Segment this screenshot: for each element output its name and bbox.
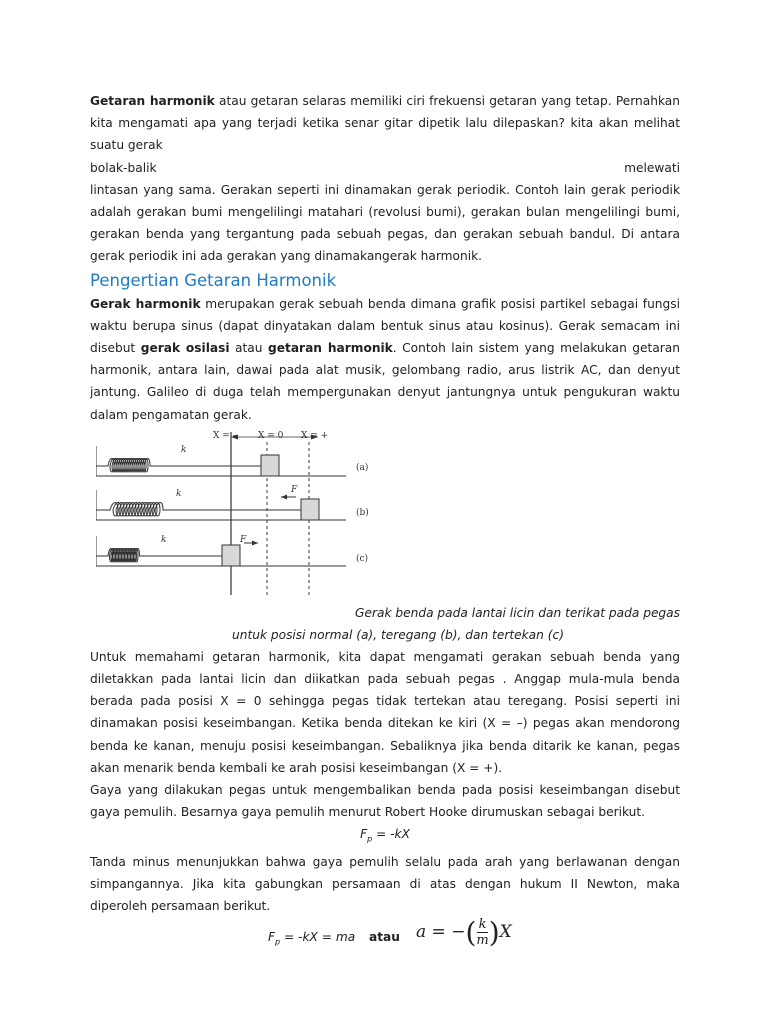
hooke-formula	[90, 823, 680, 850]
definition-text-3: . Contoh lain sistem yang melakukan getaran harmonik, antara lain, dawai pada alat musik, gelombang radio, arus listrik AC, dan denyut jantung. Galileo di duga telah mempergunakan denyut jantungnya untuk pengukuran waktu dalam pengamatan gerak.	[90, 341, 680, 422]
combined-formula-row	[90, 915, 680, 968]
formula2-sub: p	[275, 936, 281, 946]
formula2-x: X	[499, 921, 512, 942]
bold-term-getaran-harmonik: Getaran harmonik	[90, 94, 215, 108]
spring-diagram	[96, 430, 386, 602]
label-k-a: k	[181, 444, 187, 455]
label-x-negative: X = –	[213, 430, 238, 441]
label-f-b: F	[291, 484, 298, 495]
formula2-num: k	[478, 916, 487, 932]
label-x-zero: X = 0	[258, 430, 284, 441]
intro-text: atau getaran selaras memiliki ciri frekuensi getaran yang tetap. Pernahkan kita mengamati apa yang terjadi ketika senar gitar dipetik lalu dilepaskan? kita akan melihat suatu gerak	[90, 94, 680, 153]
paragraph-4: Tanda minus menunjukkan bahwa gaya pemulih selalu pada arah yang berlawanan dengan simpangannya. Jika kita gabungkan persamaan di atas dengan hukum II Newton, maka diperoleh persamaan berikut.	[90, 854, 680, 914]
figure-caption-line1: Gerak benda pada lantai licin dan terikat pada pegas	[355, 605, 680, 620]
label-k-c: k	[161, 534, 167, 545]
figure-caption-line2: untuk posisi normal (a), teregang (b), dan tertekan (c)	[232, 627, 564, 642]
paragraph-2: Untuk memahami getaran harmonik, kita dapat mengamati gerakan sebuah benda yang diletakkan pada lantai licin dan diikatkan pada sebuah pegas . Anggap mula-mula benda berada pada posisi X = 0 sehingga pegas tidak tertekan atau teregang. Posisi seperti ini dinamakan posisi keseimbangan. Ketika benda ditekan ke kiri (X = –) pegas akan mendorong benda ke kanan, menuju posisi keseimbangan. Sebaliknya jika benda ditarik ke kanan, pegas akan menarik benda kembali ke arah posisi keseimbangan (X = +).	[90, 649, 680, 775]
bold-term-getaran-harmonik-2: getaran harmonik	[268, 341, 393, 356]
intro-split-line	[90, 157, 680, 179]
section-title: Pengertian Getaran Harmonik	[90, 270, 337, 290]
label-f-c: F	[240, 534, 247, 545]
label-k-b: k	[176, 488, 182, 499]
formula2-right: a = −( $\frac{k}{m}$ )X	[416, 915, 512, 949]
formula2-left	[268, 930, 355, 946]
formula1-f: F	[360, 827, 368, 842]
spring-figure	[90, 430, 680, 602]
formula2-fraction	[476, 917, 488, 948]
label-b: (b)	[356, 507, 369, 518]
definition-text-1: merupakan gerak sebuah benda dimana grafik posisi partikel sebagai fungsi waktu berupa sinus (dapat dinyatakan dalam bentuk sinus atau kosinus). Gerak semacam ini disebut	[90, 296, 680, 356]
intro-rest: lintasan yang sama. Gerakan seperti ini dinamakan gerak periodik. Contoh lain gerak periodik adalah gerakan bumi mengelilingi matahari (revolusi bumi), gerakan bulan mengelilingi bumi, gerakan benda yang tergantung pada sebuah pegas, dan gerakan sebuah bandul. Di antara gerak periodik ini ada gerakan yang dinamakangerak harmonik.	[90, 182, 680, 264]
formula1-sub: p	[367, 834, 373, 844]
definition-paragraph	[90, 293, 680, 426]
formula2-a: a	[416, 921, 427, 942]
formula2-eq: = −	[426, 921, 466, 942]
intro-split-right: melewati	[624, 160, 680, 175]
formula1-rest: = -kX	[372, 827, 410, 842]
document-page	[90, 90, 680, 968]
formula2-rest: = -kX = ma	[280, 929, 356, 944]
formula2-atau: atau	[369, 929, 400, 944]
intro-split-left: bolak-balik	[90, 160, 157, 175]
bold-term-gerak-osilasi: gerak osilasi	[140, 341, 230, 356]
definition-text-2: atau	[229, 341, 269, 356]
label-a: (a)	[356, 462, 369, 473]
formula2-den: m	[476, 932, 489, 948]
paragraph-3: Gaya yang dilakukan pegas untuk mengembalikan benda pada posisi keseimbangan disebut gaya pemulih. Besarnya gaya pemulih menurut Robert Hooke dirumuskan sebagai berikut.	[90, 783, 680, 820]
label-x-positive: X = +	[301, 430, 329, 441]
formula2-f: F	[268, 929, 276, 944]
bold-term-gerak-harmonik: Gerak harmonik	[90, 296, 201, 311]
label-c: (c)	[356, 553, 369, 564]
intro-paragraph	[90, 90, 680, 157]
